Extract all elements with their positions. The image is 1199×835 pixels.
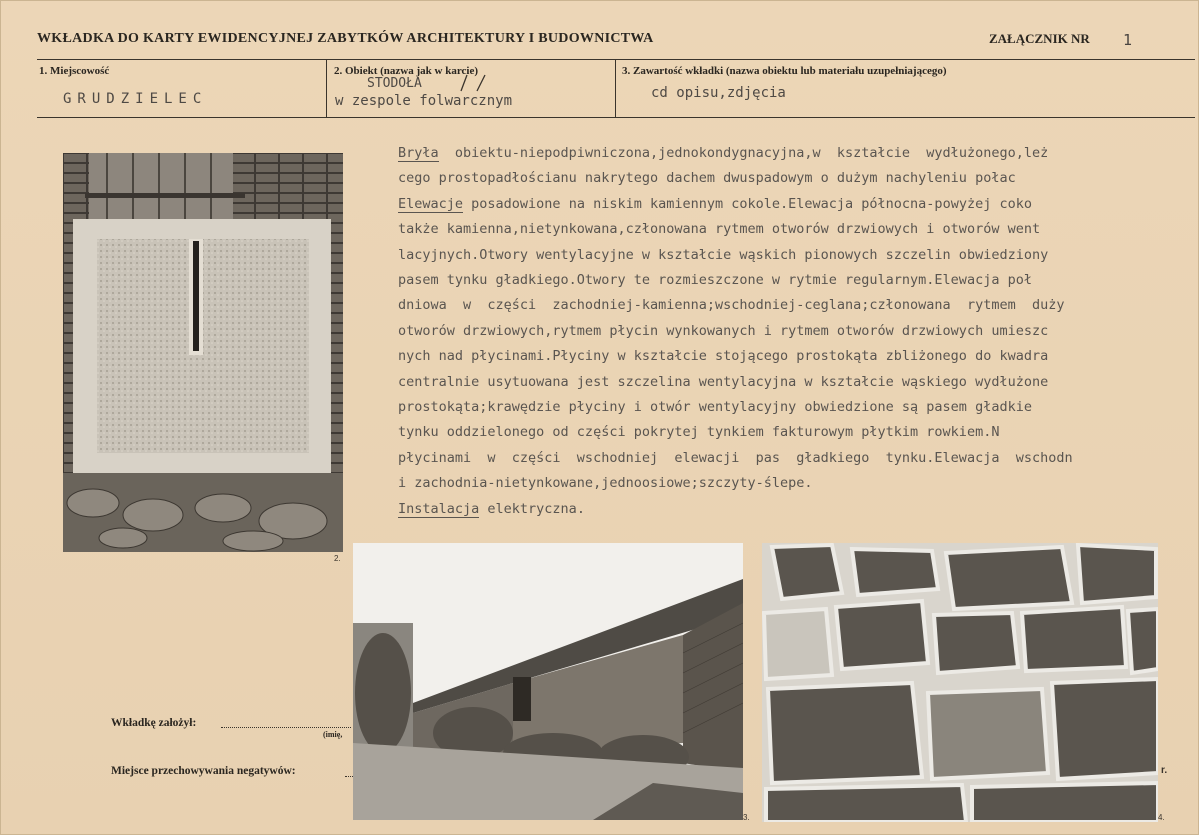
description-heading: Elewacje (398, 195, 464, 212)
photo-wall-panel (63, 153, 343, 552)
description-line-text: pasem tynku gładkiego.Otwory te rozmieszczone w rytmie regularnym.Elewacja poł (398, 272, 1032, 289)
description-line-text: centralnie usytuowana jest szczelina wentylacyjna w kształcie wąskiego wydłużone (398, 373, 1049, 390)
photo-stone-detail (762, 543, 1158, 822)
description-heading: Instalacja (398, 500, 480, 517)
description-text (398, 141, 1196, 526)
description-line-text: tynku oddzielonego od części pokrytej tynkiem fakturowym płytkim rowkiem.N (398, 424, 1000, 441)
description-line-text: otworów drzwiowych,rytmem płycin wynkowanych i rytmem otworów drzwiowych umieszc (398, 322, 1049, 339)
object-value-name: STODOŁA (367, 76, 422, 91)
contents-label: 3. Zawartość wkładki (nazwa obiektu lub materiału uzupełniającego) (622, 65, 947, 77)
description-line (398, 497, 1196, 522)
photo-3-number: 3. (743, 813, 750, 822)
description-line-text: nych nad płycinami.Płyciny w kształcie stojącego prostokąta zbliżonego do kwadra (398, 348, 1049, 365)
photo-barn-overview (353, 543, 743, 820)
negatives-line (345, 776, 353, 777)
description-line-text: elektryczna. (479, 500, 585, 517)
description-line-text: lacyjnych.Otwory wentylacyjne w kształcie wąskich pionowych szczelin obwiedziony (398, 246, 1049, 263)
photo-2-number: 2. (334, 554, 341, 563)
contents-value: cd opisu,zdjęcia (651, 85, 786, 101)
description-line (398, 319, 1196, 344)
description-line-text: i zachodnia-nietynkowane,jednoosiowe;szczyty-ślepe. (398, 475, 813, 492)
description-line-text: posadowione na niskim kamiennym cokole.Elewacja północna-powyżej coko (463, 195, 1032, 212)
description-line (398, 395, 1196, 420)
description-line (398, 192, 1196, 217)
description-line (398, 217, 1196, 242)
description-line (398, 293, 1196, 318)
author-hint: (imię, (323, 730, 343, 739)
description-line-text: cego prostopadłościanu nakrytego dachem dwuspadowym o dużym nachyleniu połac (398, 170, 1016, 187)
locality-label: 1. Miejscowość (39, 65, 110, 77)
description-line (398, 344, 1196, 369)
description-line (398, 141, 1196, 166)
description-line (398, 243, 1196, 268)
description-line-text: prostokąta;krawędzie płyciny i otwór wentylacyjny obwiedzione są pasem gładkie (398, 399, 1032, 416)
fields-rule (37, 117, 1195, 118)
handwritten-marks (455, 73, 495, 93)
negatives-label: Miejsce przechowywania negatywów: (111, 765, 296, 777)
header-rule (37, 59, 1195, 60)
description-line (398, 471, 1196, 496)
locality-value: GRUDZIELEC (63, 91, 208, 107)
author-line (221, 727, 351, 728)
photo-4-number: 4. (1158, 813, 1165, 822)
object-value-context: w zespole folwarcznym (335, 93, 513, 109)
description-heading: Bryła (398, 145, 439, 161)
author-label: Wkładkę założył: (111, 717, 197, 729)
object-label: 2. Obiekt (nazwa jak w karcie) (334, 65, 479, 77)
field-divider-2 (615, 59, 616, 117)
description-line (398, 446, 1196, 471)
annex-number: 1 (1123, 31, 1133, 49)
description-line (398, 268, 1196, 293)
description-line-text: płycinami w części wschodniej elewacji pas gładkiego tynku.Elewacja wschodn (398, 449, 1073, 466)
description-line (398, 420, 1196, 445)
description-line (398, 370, 1196, 395)
description-line-text: obiektu-niepodpiwniczona,jednokondygnacyjna,w kształcie wydłużonego,leż (438, 145, 1049, 161)
description-line (398, 166, 1196, 191)
description-line-text: dniowa w części zachodniej-kamienna;wschodniej-ceglana;członowana rytmem duży (398, 297, 1065, 314)
field-divider-1 (326, 59, 327, 117)
cut-off-text: r. (1161, 765, 1168, 776)
card-title: WKŁADKA DO KARTY EWIDENCYJNEJ ZABYTKÓW ARCHITEKTURY I BUDOWNICTWA (37, 31, 654, 46)
annex-label: ZAŁĄCZNIK NR (989, 31, 1090, 46)
description-line-text: także kamienna,nietynkowana,członowana rytmem otworów drzwiowych i otworów went (398, 221, 1041, 238)
